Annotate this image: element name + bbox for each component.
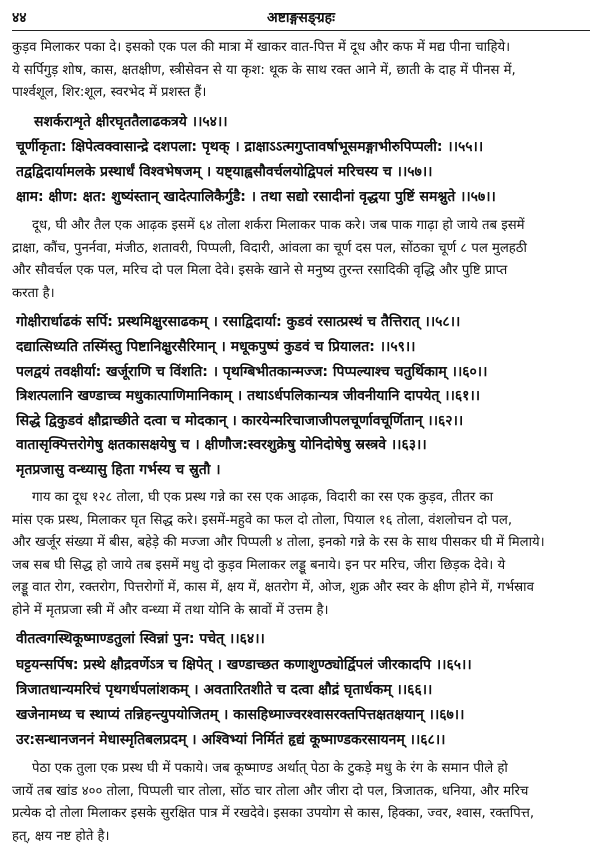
- verse-block: [12, 627, 590, 753]
- commentary-paragraph: गाय का दूध १२८ तोला, घी एक प्रस्थ गन्ने का रस एक आढ़क, विदारी का रस एक कुड़व, तीतर का मांस एक प्रस्थ, मिलाकर घृत सिद्ध करे। इसमें-महुवे का फल दो तोला, पियाल १६ तोला, वंशलोचन दो पल, और खर्जूर संख्या में बीस, बहेड़े की मज्जा और पिप्पली ४ तोला, इनको गन्ने के रस के साथ पीसकर घी में मिलाये। जब सब घी सिद्ध हो जाये तब इसमें मधु दो कुड़व मिलाकर लड्डू बनाये। इन पर मरिच, जीरा छिड़क देवे। ये लड्डू वात रोग, रक्तरोग, पित्तरोगों में, कास में, क्षय में, क्षतरोग में, ओज, शुक्र और स्वर के क्षीण होने में, गर्भस्राव होने में मृतप्रजा स्त्री में और वन्ध्या में तथा योनि के स्रावों में उत्तम है।: [12, 490, 545, 618]
- verse-line: वीतत्वगस्थिकूष्माण्डतुलां स्विन्नां पुन: पचेत् ।।६४।।: [16, 631, 265, 648]
- verse-line: गोक्षीरार्धाढकं सर्पि: प्रस्थमिक्षुरसाढकम् । रसाद्विदार्या: कुडवं रसात्प्रस्थं च तैत्तिरात् ।।५८।।: [16, 314, 461, 331]
- verse-block: [12, 110, 590, 211]
- commentary-paragraph: कुड़व मिलाकर पका दे। इसको एक पल की मात्रा में खाकर वात-पित्त में दूध और कफ में मद्य पीना चाहिये। ये सर्पिगुड़ शोष, कास, क्षतक्षीण, स्त्रीसेवन से या कृश: थूक के साथ रक्त आने में, छाती के दाह में पीनस में, पार्श्वशूल, शिर:शूल, स्वरभेद में प्रशस्त हैं।: [12, 40, 516, 100]
- verse-line: त्रिजातधान्यमरिचं पृथगर्धपलांशकम् । अवतारितशीते च दत्वा क्षौद्रं घृतार्धकम् ।।६६।।: [16, 681, 433, 698]
- page-header: [12, 6, 590, 31]
- verse-line: पलद्वयं तवक्षीर्या: खर्जूराणि च विंशति: । पृथग्बिभीतकान्मज्ज: पिप्पल्याश्च चतुर्थिकाम् ।।६०।।: [16, 363, 488, 380]
- verse-line: चूर्णीकृता: क्षिपेत्वक्वासान्द्रे दशपला: पृथक् । द्राक्षाऽऽत्मगुप्तावर्षाभूसमङ्गाभीरुपिप्पली: ।।५५।।: [16, 138, 484, 155]
- verse-line: क्षाम: क्षीण: क्षत: शुष्यंस्तान् खादेत्पालिकैर्गुडै: । तथा सद्यो रसादीनां वृद्धया पुष्टिं समश्नुते ।।५७।।: [16, 189, 496, 206]
- verse-line: सिद्धे द्विकुडवं क्षौद्राच्छीते दत्वा च मोदकान् । कारयेन्मरिचाजाजीपलचूर्णावचूर्णितान् ।।६२।।: [16, 412, 464, 429]
- verse-line: घट्टयन्सर्पिष: प्रस्थे क्षौद्रवर्णेऽत्र च क्षिपेत् । खण्डाच्छत कणाशुण्ठ्योर्द्विपलं जीरकादपि ।।६५।।: [16, 656, 472, 673]
- verse-line: तद्वद्विदार्यामलके प्रस्थार्धं विश्वभेषजम् । यष्ट्याह्वसौवर्चलयोद्विपलं मरिचस्य च ।।५७।।: [16, 163, 433, 180]
- verse-line: वातासृक्पित्तरोगेषु क्षतकासक्षयेषु च । क्षीणौज:स्वरशुक्रेषु योनिदोषेषु स्रस्त्रवे ।।६३।।: [16, 437, 427, 454]
- commentary-paragraph: पेठा एक तुला एक प्रस्थ घी में पकाये। जब कूष्माण्ड अर्थात् पेठा के टुकड़े मधु के रंग के समान पीले हो जायें तब खांड ४०० तोला, पिप्पली चार तोला, सोंठ चार तोला और जीरा दो पल, त्रिजातक, धनिया, और मरिच प्रत्येक दो तोला मिलाकर इसके सुरक्षित पात्र में रखदेवे। इसका उपयोग से कास, हिक्का, ज्वर, श्वास, रक्तपित्त, हत्, क्षय नष्ट होते है।: [12, 761, 535, 844]
- verse-line: सशर्कराशृते क्षीरघृततैलाढकत्रये ।।५४।।: [34, 113, 228, 130]
- commentary-paragraph: दूध, घी और तैल एक आढ़क इसमें ६४ तोला शर्करा मिलाकर पाक करे। जब पाक गाढ़ा हो जाये तब इसमें द्राक्षा, कौंच, पुनर्नवा, मंजीठ, शतावरी, पिप्पली, विदारी, आंवला का चूर्ण दस पल, सोंठका चूर्ण ८ पल मुलहठी और सौवर्चल एक पल, मरिच दो पल मिला देवे। इसके खाने से मनुष्य तुरन्त रसादिकी वृद्धि और पुष्टि प्राप्त करता है।: [12, 218, 527, 301]
- running-title: अष्टाङ्गसङ्ग्रहः: [267, 10, 335, 26]
- verse-line: उर:सन्धानजननं मेधास्मृतिबलप्रदम् । अश्विभ्यां निर्मितं हृद्यं कूष्माण्डकरसायनम् ।।६८।।: [16, 732, 446, 749]
- verse-line: त्रिशत्पलानि खण्डाच्च मधुकात्पाणिमानिकाम् । तथाऽर्धपलिकान्यत्र जीवनीयानि दापयेत् ।।६१।।: [16, 388, 481, 405]
- verse-line: मृतप्रजासु वन्ध्यासु हिता गर्भस्य च स्रुतौ ।: [16, 461, 221, 478]
- page-number: ४४: [12, 10, 27, 26]
- verse-line: दद्यात्सिध्यति तस्मिंस्तु पिष्टानिक्षुरसैरिमान् । मधूकपुष्पं कुडवं च प्रियालत: ।।५९।।: [16, 338, 416, 355]
- verse-line: खजेनामध्य च स्थाप्यं तन्निहन्त्युपयोजितम् । कासहिध्माज्वरश्वासरक्तपित्तक्षतक्षयान् ।।६७।।: [16, 707, 465, 724]
- verse-block: [12, 310, 590, 482]
